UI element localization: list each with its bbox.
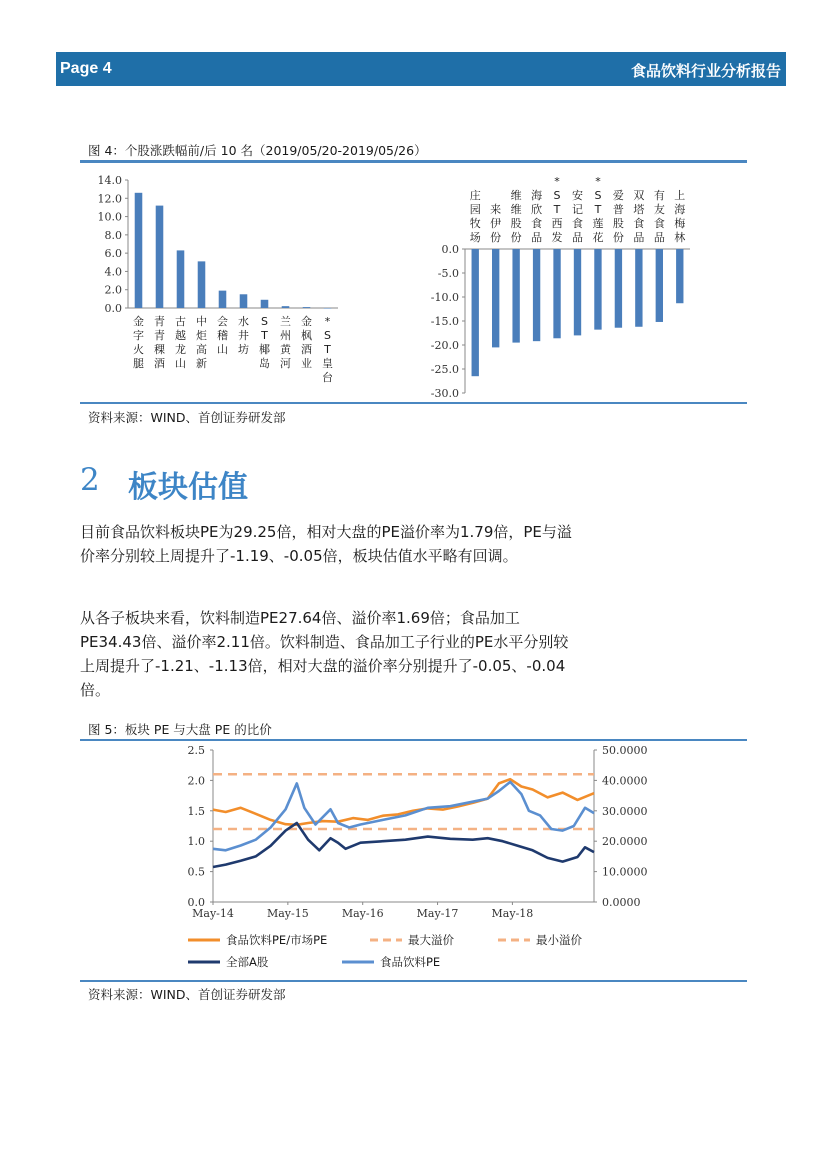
gainers-category-label: T: [324, 343, 331, 356]
section-title: 板块估值: [128, 470, 248, 505]
losers-category-label: 场: [469, 231, 481, 244]
losers-y-tick-label: -5.0: [437, 267, 459, 280]
losers-category-label: 食: [572, 217, 583, 230]
left-y-tick-label: 2.0: [187, 774, 205, 788]
losers-bar: [533, 249, 540, 341]
gainers-category-label: 皇: [322, 357, 333, 370]
x-tick-label: May-14: [192, 907, 234, 920]
gainers-bar: [324, 308, 332, 309]
right-y-tick-label: 30.0000: [602, 804, 648, 818]
losers-category-label: 园: [469, 203, 481, 216]
losers-y-tick-label: -30.0: [430, 387, 459, 400]
gainers-category-label: 金: [133, 315, 144, 328]
losers-category-label: *: [595, 175, 601, 188]
losers-bar: [676, 249, 683, 303]
losers-category-label: 庄: [469, 189, 481, 202]
x-tick-label: May-17: [416, 907, 459, 920]
gainers-category-label: 青: [154, 315, 165, 328]
gainers-bar: [177, 250, 185, 308]
losers-category-label: 上: [674, 189, 686, 202]
gainers-category-label: S: [261, 315, 268, 328]
losers-category-label: 股: [612, 217, 624, 230]
losers-category-label: 友: [653, 203, 665, 216]
losers-category-label: 花: [592, 231, 604, 244]
gainers-category-label: 井: [238, 329, 249, 342]
losers-category-label: 份: [490, 231, 502, 244]
report-title: 食品饮料行业分析报告: [630, 62, 781, 80]
losers-category-label: 食: [531, 217, 543, 230]
right-y-tick-label: 20.0000: [602, 835, 648, 849]
figure5-top-rule: [80, 739, 747, 741]
losers-y-tick-label: -15.0: [430, 315, 459, 328]
gainers-bar: [219, 291, 227, 308]
figure4-chart: [80, 165, 747, 400]
losers-category-label: 发: [551, 231, 563, 244]
losers-category-label: 西: [551, 217, 563, 230]
left-y-tick-label: 2.5: [187, 744, 205, 757]
gainers-category-label: 稽: [217, 329, 228, 342]
losers-category-label: 伊: [490, 217, 502, 230]
x-tick-label: May-18: [491, 907, 534, 920]
losers-category-label: 维: [510, 189, 522, 202]
gainers-y-tick-label: 14.0: [97, 174, 122, 187]
losers-y-tick-label: 0.0: [441, 243, 459, 256]
section-number: 2: [80, 462, 100, 498]
gainers-category-label: 越: [175, 329, 186, 342]
losers-category-label: 股: [510, 217, 522, 230]
gainers-y-tick-label: 0.0: [104, 302, 122, 315]
gainers-y-tick-label: 12.0: [97, 192, 122, 206]
losers-y-tick-label: -25.0: [430, 363, 459, 376]
gainers-category-label: 枫: [301, 329, 312, 342]
losers-bar: [615, 249, 622, 328]
gainers-category-label: 岛: [259, 357, 270, 370]
losers-category-label: 有: [653, 189, 665, 202]
gainers-category-label: 新: [196, 357, 207, 370]
gainers-category-label: 高: [196, 343, 207, 356]
losers-category-label: 品: [531, 231, 543, 244]
gainers-category-label: 椰: [259, 343, 270, 356]
gainers-category-label: 青: [154, 329, 165, 342]
losers-category-label: T: [594, 203, 602, 216]
left-y-tick-label: 1.5: [187, 804, 205, 818]
losers-category-label: 安: [572, 189, 583, 202]
losers-bar: [635, 249, 642, 327]
legend-label: 食品饮料PE/市场PE: [226, 933, 328, 947]
figure5-source: 资料来源：WIND、首创证券研发部: [88, 987, 286, 1002]
losers-category-label: 份: [510, 231, 522, 244]
gainers-category-label: 台: [322, 371, 333, 384]
gainers-category-label: 河: [280, 357, 291, 370]
gainers-y-tick-label: 2.0: [104, 283, 122, 297]
right-y-tick-label: 50.0000: [602, 744, 648, 757]
losers-category-label: 爱: [612, 189, 624, 202]
losers-bar: [656, 249, 663, 322]
gainers-bar: [282, 306, 290, 308]
x-tick-label: May-15: [266, 907, 309, 920]
legend-label: 最小溢价: [536, 933, 582, 947]
losers-category-label: 梅: [674, 217, 686, 230]
losers-category-label: S: [594, 189, 602, 202]
losers-y-tick-label: -10.0: [430, 291, 459, 304]
losers-category-label: 海: [531, 189, 543, 202]
gainers-bar: [198, 261, 206, 308]
gainers-category-label: 水: [238, 315, 249, 328]
gainers-category-label: 山: [175, 357, 186, 370]
paragraph-1: 目前食品饮料板块PE为29.25倍，相对大盘的PE溢价率为1.79倍，PE与溢价率分别较上周提升了-1.19、-0.05倍，板块估值水平略有回调。: [80, 523, 572, 565]
losers-category-label: 莲: [592, 217, 604, 230]
figure5-bottom-rule: [80, 980, 747, 982]
right-y-tick-label: 0.0000: [602, 896, 641, 909]
losers-category-label: 品: [572, 231, 583, 244]
losers-category-label: 食: [653, 217, 665, 230]
gainers-y-tick-label: 4.0: [104, 265, 122, 279]
losers-category-label: *: [554, 175, 560, 188]
losers-category-label: 品: [633, 231, 645, 244]
figure4-top-rule: [80, 160, 747, 163]
losers-bar: [492, 249, 499, 347]
losers-category-label: 记: [572, 203, 583, 216]
gainers-category-label: 字: [133, 329, 144, 342]
gainers-category-label: 稞: [154, 343, 165, 356]
gainers-bar: [135, 193, 143, 308]
figure4-caption: 图 4：个股涨跌幅前/后 10 名（2019/05/20-2019/05/26）: [88, 143, 427, 158]
losers-category-label: 欣: [531, 203, 543, 216]
losers-category-label: S: [553, 189, 561, 202]
gainers-category-label: 酒: [301, 343, 312, 356]
gainers-bar: [261, 300, 269, 308]
gainers-bar: [240, 294, 248, 308]
gainers-category-label: *: [324, 315, 331, 328]
left-y-tick-label: 0.5: [187, 865, 205, 879]
losers-category-label: 塔: [633, 203, 645, 216]
losers-category-label: 份: [612, 231, 624, 244]
losers-category-label: 牧: [469, 217, 481, 230]
losers-category-label: 普: [612, 203, 624, 216]
gainers-category-label: 中: [196, 315, 207, 328]
gainers-category-label: 炬: [196, 329, 207, 342]
losers-category-label: 双: [633, 189, 645, 202]
losers-bar: [594, 249, 601, 330]
gainers-category-label: 业: [301, 357, 312, 370]
left-y-tick-label: 0.0: [187, 896, 205, 909]
losers-category-label: 林: [674, 231, 686, 244]
series-line: [213, 779, 594, 825]
gainers-category-label: 金: [301, 315, 312, 328]
gainers-category-label: 会: [217, 315, 228, 328]
losers-category-label: 品: [653, 231, 665, 244]
x-tick-label: May-16: [341, 907, 384, 920]
figure4-bottom-rule: [80, 402, 747, 404]
losers-y-tick-label: -20.0: [430, 339, 459, 352]
gainers-category-label: 龙: [175, 343, 186, 356]
gainers-category-label: 酒: [154, 357, 165, 370]
losers-bar: [472, 249, 479, 376]
gainers-bar: [156, 206, 164, 308]
gainers-category-label: 黄: [280, 343, 291, 356]
paragraph-2: 从各子板块来看，饮料制造PE27.64倍、溢价率1.69倍；食品加工PE34.43倍、溢价率2.11倍。饮料制造、食品加工子行业的PE水平分别较上周提升了-1.21、-1.13倍，相对大盘的溢价率分别提升了-0.05、-0.04倍。: [80, 609, 569, 699]
losers-category-label: 维: [510, 203, 522, 216]
losers-category-label: 食: [633, 217, 645, 230]
losers-category-label: 海: [674, 203, 686, 216]
losers-bar: [512, 249, 519, 343]
gainers-category-label: 州: [280, 329, 291, 342]
losers-bar: [553, 249, 560, 338]
page-number: Page 4: [60, 60, 112, 77]
gainers-category-label: T: [261, 329, 268, 342]
figure5-chart: [80, 742, 747, 980]
losers-category-label: 来: [490, 203, 502, 216]
gainers-category-label: 坊: [238, 343, 249, 356]
gainers-y-tick-label: 10.0: [97, 210, 122, 224]
gainers-bar: [303, 307, 311, 308]
legend-label: 全部A股: [226, 955, 269, 969]
right-y-tick-label: 40.0000: [602, 774, 648, 788]
figure5-caption: 图 5：板块 PE 与大盘 PE 的比价: [88, 722, 272, 737]
gainers-category-label: 古: [175, 315, 186, 328]
right-y-tick-label: 10.0000: [602, 865, 648, 879]
gainers-category-label: 火: [133, 343, 144, 356]
gainers-category-label: S: [324, 329, 331, 342]
gainers-category-label: 腿: [133, 357, 144, 370]
losers-category-label: T: [553, 203, 561, 216]
legend-label: 食品饮料PE: [380, 955, 441, 969]
figure4-source: 资料来源：WIND、首创证券研发部: [88, 410, 286, 425]
gainers-y-tick-label: 8.0: [104, 228, 122, 242]
legend-label: 最大溢价: [408, 933, 454, 947]
gainers-y-tick-label: 6.0: [104, 247, 122, 261]
left-y-tick-label: 1.0: [187, 835, 205, 849]
losers-bar: [574, 249, 581, 335]
gainers-category-label: 兰: [280, 315, 291, 328]
gainers-category-label: 山: [217, 343, 228, 356]
